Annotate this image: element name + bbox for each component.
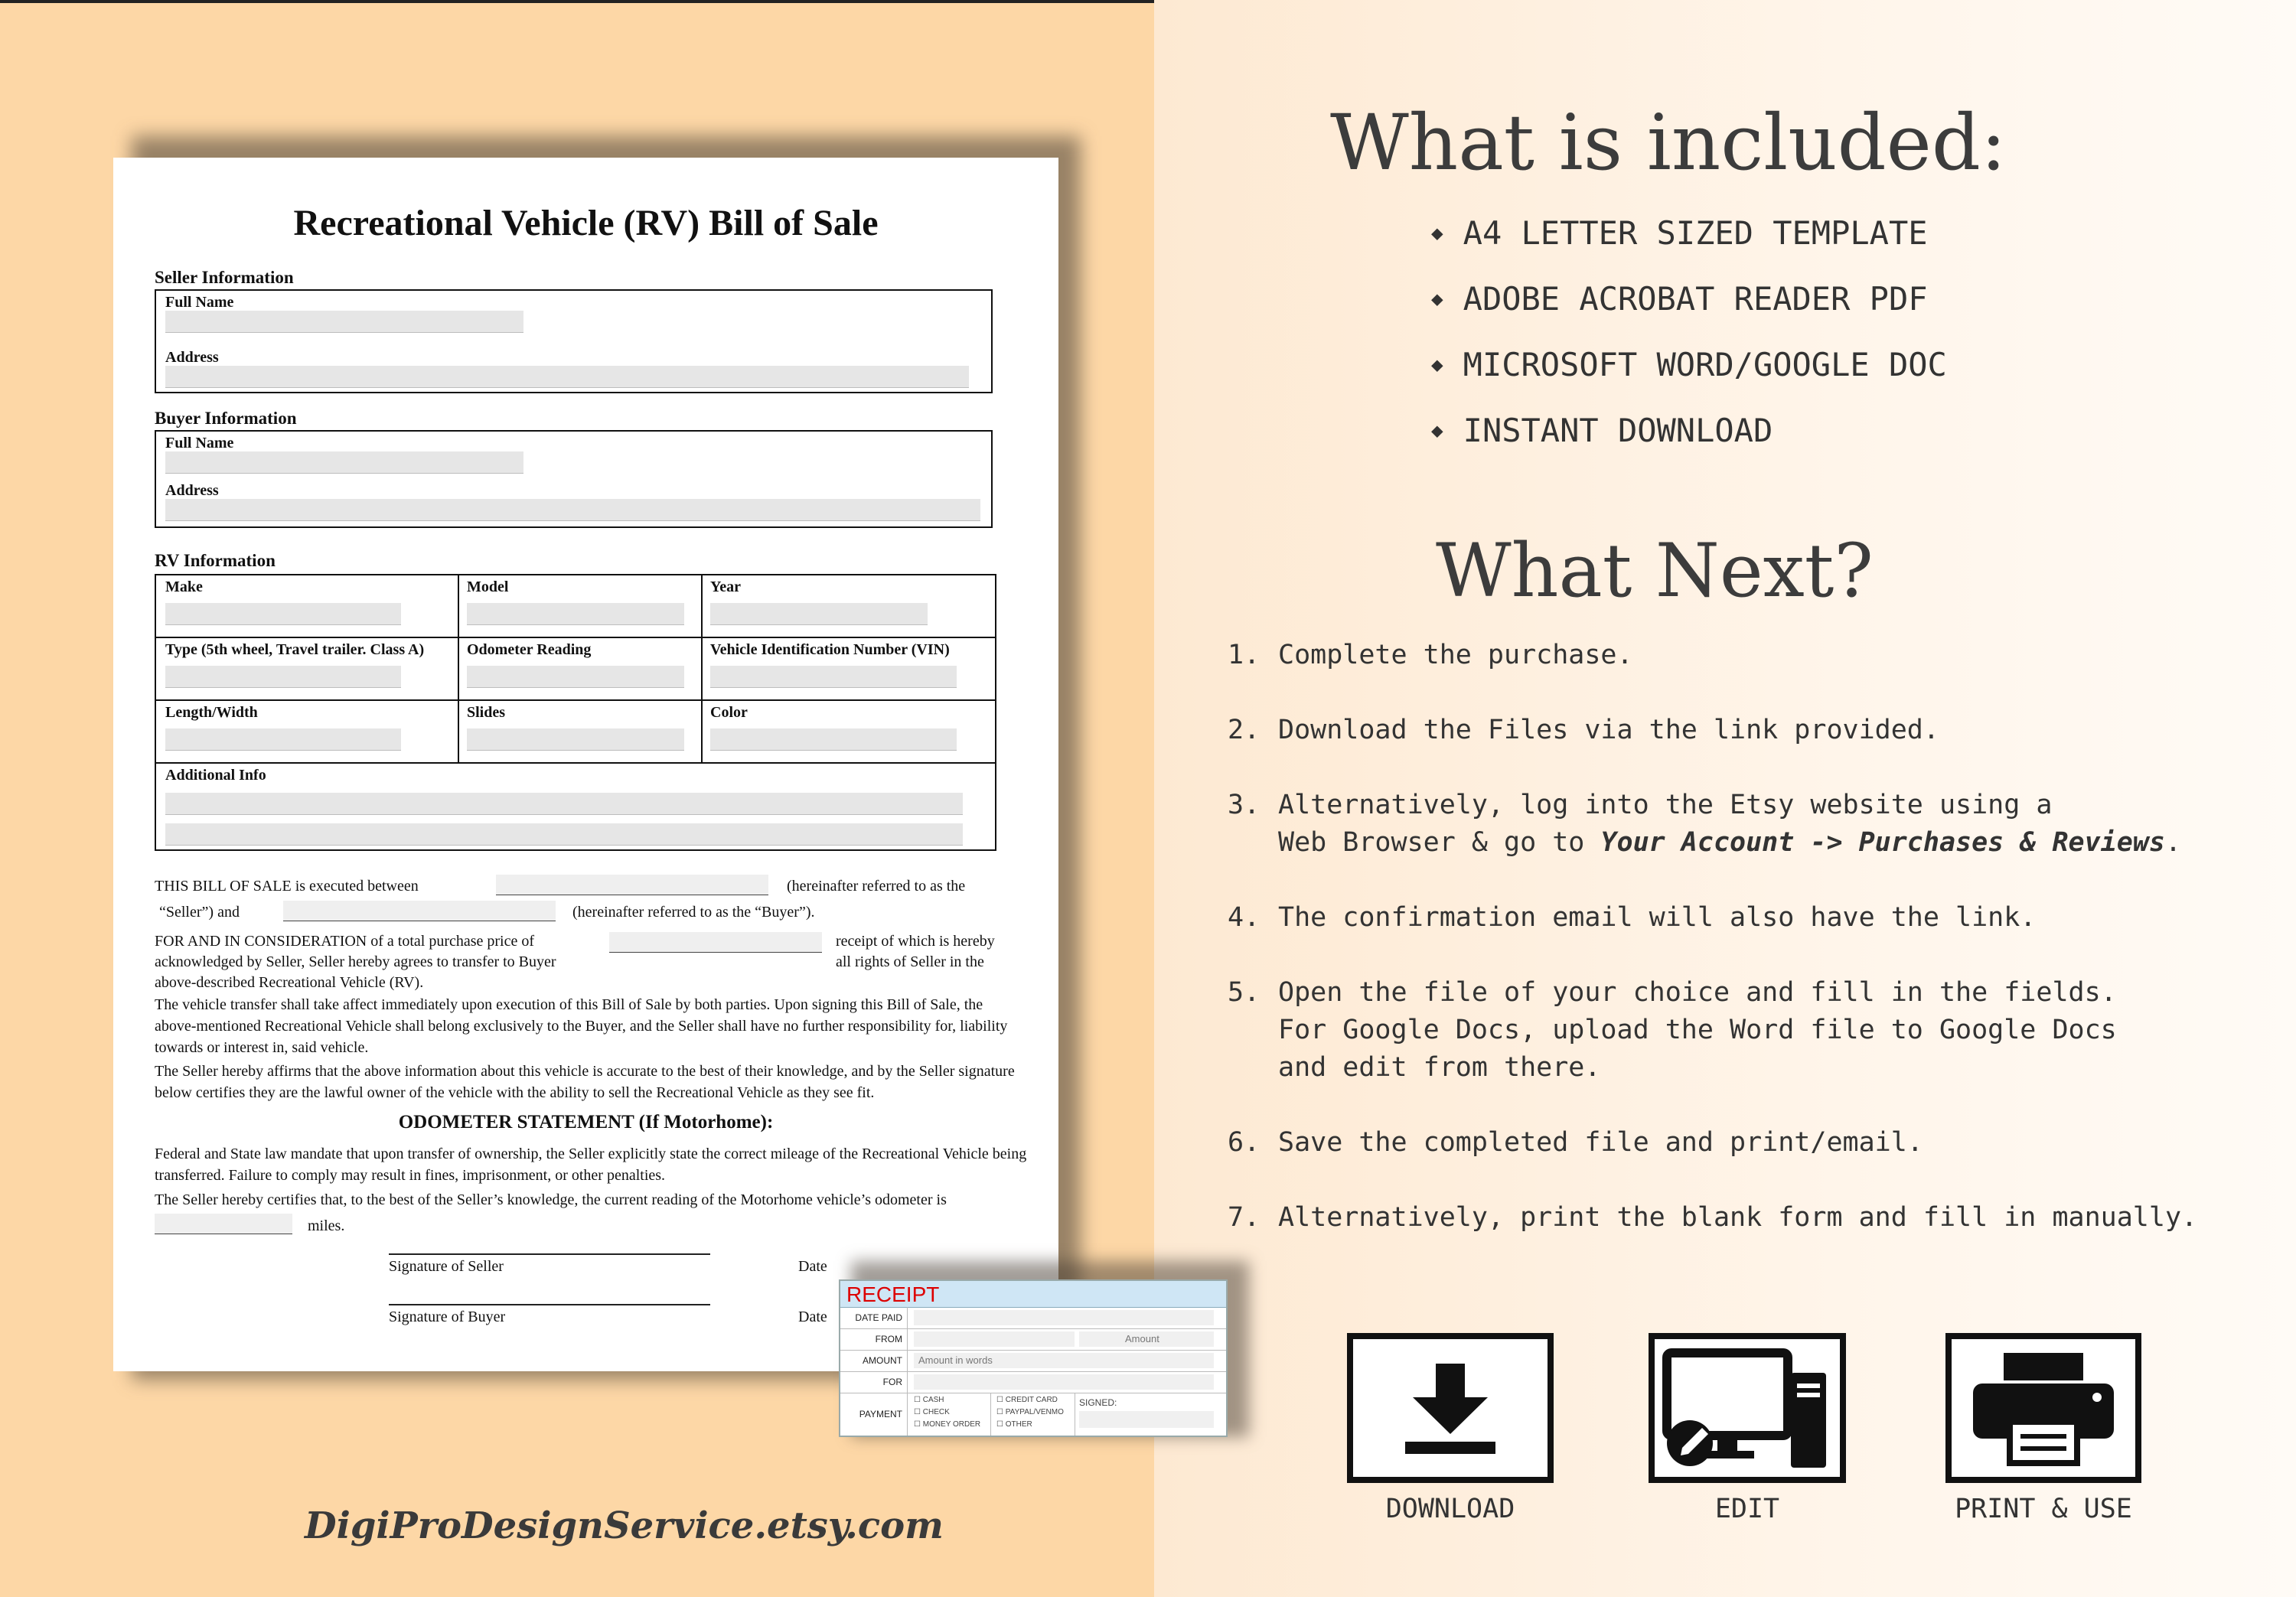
download-icon	[1353, 1339, 1548, 1477]
step-item: 7. Alternatively, print the blank form and fill in manually.	[1228, 1202, 2198, 1233]
print-label: PRINT & USE	[1955, 1494, 2132, 1524]
receipt-card	[839, 1279, 1228, 1437]
para3: The vehicle transfer shall take affect immediately upon execution of this Bill of Sale by both parties. Upon signing this Bill of Sale, the above-mentioned Recreational Vehicle shall belong exclusively to the Buyer, and the Seller shall have no further responsibility for, liability towards or interest in, said vehicle.	[155, 996, 1008, 1056]
odometer-label: Odometer Reading	[467, 641, 592, 658]
para5: Federal and State law mandate that upon transfer of ownership, the Seller explicitly state the correct mileage of the Recreational Vehicle being transferred. Failure to comply may result in fines, imprisonment, or other penalties.	[155, 1146, 1027, 1184]
receipt-from-field[interactable]	[914, 1331, 1075, 1347]
download-icon-box	[1347, 1333, 1554, 1483]
download-label: DOWNLOAD	[1385, 1494, 1515, 1524]
checkbox-credit-card[interactable]: ☐ CREDIT CARD	[996, 1396, 1058, 1404]
receipt-from-label: FROM	[840, 1328, 908, 1350]
receipt-date-field[interactable]	[914, 1310, 1214, 1325]
vin-field[interactable]	[710, 666, 957, 688]
odometer-statement-title: ODOMETER STATEMENT (If Motorhome):	[398, 1112, 774, 1133]
seller-signature-label: Signature of Seller	[389, 1258, 504, 1275]
miles-label: miles.	[308, 1217, 345, 1234]
additional-info-field-2[interactable]	[165, 823, 963, 846]
buyer-signature-label: Signature of Buyer	[389, 1309, 506, 1325]
receipt-amount-label: AMOUNT	[840, 1350, 908, 1371]
seller-address-field[interactable]	[165, 366, 969, 388]
printer-icon	[1952, 1339, 2135, 1477]
length-field[interactable]	[165, 728, 401, 751]
edit-icon-box	[1649, 1333, 1846, 1483]
model-label: Model	[467, 579, 509, 595]
seller-full-name-label: Full Name	[165, 294, 234, 311]
slides-label: Slides	[467, 704, 506, 721]
next-heading: What Next?	[1436, 528, 1874, 614]
seller-name-inline[interactable]	[496, 875, 768, 895]
receipt-signed-field[interactable]	[1079, 1411, 1214, 1428]
para1-d: (hereinafter referred to as the “Buyer”).	[572, 904, 815, 921]
odometer-field[interactable]	[467, 666, 684, 688]
color-label: Color	[710, 704, 748, 721]
receipt-title: RECEIPT	[846, 1282, 940, 1306]
diamond-bullet-icon: ◆	[1431, 354, 1443, 376]
print-icon-box	[1945, 1333, 2141, 1483]
receipt-date-label: DATE PAID	[840, 1307, 908, 1328]
vin-label: Vehicle Identification Number (VIN)	[710, 641, 950, 658]
model-field[interactable]	[467, 603, 684, 625]
seller-signature-line[interactable]	[389, 1253, 710, 1255]
document-title: Recreational Vehicle (RV) Bill of Sale	[293, 203, 879, 243]
color-field[interactable]	[710, 728, 957, 751]
seller-full-name-field[interactable]	[165, 311, 523, 333]
miles-inline[interactable]	[155, 1214, 292, 1234]
included-heading: What is included:	[1330, 98, 2007, 187]
length-label: Length/Width	[165, 704, 258, 721]
receipt-row-date	[840, 1307, 1226, 1329]
diamond-bullet-icon: ◆	[1431, 288, 1443, 311]
year-field[interactable]	[710, 603, 928, 625]
rv-section-label: RV Information	[155, 551, 276, 570]
checkbox-paypal[interactable]: ☐ PAYPAL/VENMO	[996, 1408, 1064, 1416]
buyer-box	[155, 430, 993, 528]
diamond-bullet-icon: ◆	[1431, 222, 1443, 245]
step-item: 6. Save the completed file and print/email.	[1228, 1127, 1923, 1158]
edit-label: EDIT	[1714, 1494, 1780, 1524]
para2-a: FOR AND IN CONSIDERATION of a total purchase price of	[155, 933, 535, 950]
computer-icon	[1655, 1339, 1840, 1477]
etsy-shop-url: DigiProDesignService.etsy.com	[305, 1504, 944, 1547]
diamond-bullet-icon: ◆	[1431, 419, 1443, 442]
buyer-signature-line[interactable]	[389, 1304, 710, 1305]
seller-section-label: Seller Information	[155, 268, 294, 287]
receipt-row-amount	[840, 1350, 1226, 1372]
receipt-row-payment	[840, 1393, 1226, 1436]
receipt-signed-label: SIGNED:	[1079, 1397, 1117, 1408]
seller-address-label: Address	[165, 349, 219, 366]
price-inline[interactable]	[609, 932, 822, 953]
type-field[interactable]	[165, 666, 401, 688]
type-label: Type (5th wheel, Travel trailer. Class A)	[165, 641, 425, 658]
rv-info-grid	[155, 574, 996, 851]
receipt-header	[840, 1281, 1226, 1308]
slides-field[interactable]	[467, 728, 684, 751]
bill-of-sale-document	[113, 158, 1058, 1371]
receipt-payment-label: PAYMENT	[840, 1393, 908, 1436]
step-item: 4. The confirmation email will also have the link.	[1228, 902, 2037, 933]
receipt-for-field[interactable]	[914, 1374, 1214, 1390]
para6: The Seller hereby certifies that, to the best of the Seller’s knowledge, the current reading of the Motorhome vehicle’s odometer is	[155, 1191, 947, 1208]
checkbox-money-order[interactable]: ☐ MONEY ORDER	[914, 1420, 981, 1429]
checkbox-other[interactable]: ☐ OTHER	[996, 1420, 1032, 1429]
seller-date-label: Date	[798, 1258, 827, 1275]
buyer-name-inline[interactable]	[283, 901, 556, 921]
included-item: ◆ INSTANT DOWNLOAD	[1431, 412, 1773, 449]
year-label: Year	[710, 579, 741, 595]
buyer-date-label: Date	[798, 1309, 827, 1325]
step-item-cont: For Google Docs, upload the Word file to Google Docs	[1278, 1015, 2117, 1045]
receipt-amount-words-field[interactable]: Amount in words	[914, 1353, 1214, 1368]
receipt-row-for	[840, 1371, 1226, 1393]
additional-info-field-1[interactable]	[165, 793, 963, 815]
included-item: ◆ ADOBE ACROBAT READER PDF	[1431, 280, 1928, 318]
para4: The Seller hereby affirms that the above information about this vehicle is accurate to the best of their knowledge, and by the Seller signature below certifies they are the lawful owner of the vehicle with the ability to sell the Recreational Vehicle as they see fit.	[155, 1063, 1015, 1101]
para2-b: receipt of which is hereby	[836, 933, 995, 950]
step-item-cont: Web Browser & go to Your Account -> Purchases & Reviews.	[1278, 827, 2182, 858]
buyer-full-name-field[interactable]	[165, 451, 523, 474]
checkbox-cash[interactable]: ☐ CASH	[914, 1396, 944, 1404]
seller-box	[155, 289, 993, 393]
make-field[interactable]	[165, 603, 401, 625]
para1-c: “Seller”) and	[159, 904, 240, 921]
step-item: 2. Download the Files via the link provided.	[1228, 715, 1939, 745]
para2-d: all rights of Seller in the	[836, 953, 984, 970]
top-border	[0, 0, 1154, 3]
checkbox-check[interactable]: ☐ CHECK	[914, 1408, 950, 1416]
step-item: 5. Open the file of your choice and fill in the fields.	[1228, 977, 2117, 1008]
buyer-section-label: Buyer Information	[155, 409, 297, 428]
para1-a: THIS BILL OF SALE is executed between	[155, 878, 419, 895]
step-item-cont: and edit from there.	[1278, 1052, 1601, 1083]
additional-info-label: Additional Info	[165, 767, 266, 784]
buyer-full-name-label: Full Name	[165, 435, 234, 451]
receipt-for-label: FOR	[840, 1371, 908, 1393]
para2-c: acknowledged by Seller, Seller hereby agrees to transfer to Buyer	[155, 953, 556, 970]
make-label: Make	[165, 579, 203, 595]
para2-e: above-described Recreational Vehicle (RV).	[155, 974, 424, 991]
step-item: 1. Complete the purchase.	[1228, 640, 1633, 670]
receipt-row-from	[840, 1328, 1226, 1351]
para1-b: (hereinafter referred to as the	[787, 878, 966, 895]
buyer-address-label: Address	[165, 482, 219, 499]
included-item: ◆ MICROSOFT WORD/GOOGLE DOC	[1431, 346, 1947, 383]
step-item: 3. Alternatively, log into the Etsy website using a	[1228, 790, 2053, 820]
receipt-amount-field[interactable]: Amount	[1079, 1331, 1214, 1347]
buyer-address-field[interactable]	[165, 499, 980, 521]
included-item: ◆ A4 LETTER SIZED TEMPLATE	[1431, 214, 1928, 252]
